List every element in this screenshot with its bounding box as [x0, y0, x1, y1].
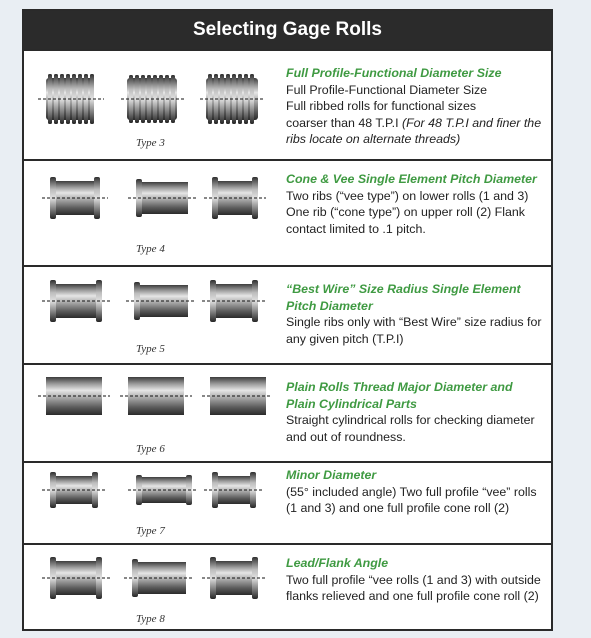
row-type-8 [24, 543, 551, 631]
type-label: Type 3 [136, 137, 165, 149]
row-title: “Best Wire” Size Radius Single Element Pitch Diameter [286, 282, 521, 313]
roll-icon [200, 74, 265, 124]
roll-icon [204, 472, 264, 508]
roll-icon [128, 179, 196, 217]
roll-icon [42, 472, 106, 508]
row-title: Plain Rolls Thread Major Diameter and Plain Cylindrical Parts [286, 380, 513, 411]
row-desc-line: Full ribbed rolls for functional sizes [286, 99, 477, 114]
roll-icon [126, 282, 196, 320]
row-desc: (55° included angle) Two full profile “vee” rolls (1 and 3) and one full profile cone roll (2) [286, 484, 537, 516]
type-5-illustration [24, 267, 279, 363]
row-desc: Single ribs only with “Best Wire” size radius for any given pitch (T.P.I) [286, 315, 542, 346]
type-7-illustration [24, 463, 279, 543]
roll-icon [38, 74, 104, 124]
type-8-illustration [24, 545, 279, 631]
roll-icon [121, 75, 184, 123]
roll-icon [202, 377, 272, 415]
row-type-5 [24, 265, 551, 363]
type-label: Type 7 [136, 525, 165, 537]
row-text [286, 281, 543, 347]
roll-icon [42, 177, 108, 219]
type-label: Type 5 [136, 343, 165, 355]
row-desc-line: Full Profile-Functional Diameter Size [286, 82, 488, 97]
row-text [286, 467, 543, 517]
row-title: Full Profile-Functional Diameter Size [286, 66, 502, 80]
roll-icon [120, 377, 192, 415]
row-desc: Two full profile “vee rolls (1 and 3) with outside flanks relieved and one full profile cone roll (2) [286, 572, 541, 604]
row-desc-italic: (For 48 T.P.I and finer the ribs locate on alternate threads) [286, 115, 542, 147]
row-text [286, 379, 543, 445]
roll-icon [38, 377, 110, 415]
roll-icon [128, 475, 198, 505]
type-6-illustration [24, 365, 279, 461]
row-type-3 [24, 49, 551, 159]
type-label: Type 6 [136, 443, 165, 455]
roll-icon [42, 557, 110, 599]
row-desc: Straight cylindrical rolls for checking diameter and out of roundness. [286, 413, 535, 444]
roll-icon [124, 559, 194, 597]
type-label: Type 4 [136, 243, 165, 255]
row-type-4 [24, 159, 551, 265]
row-desc-text: coarser than 48 T.P.I [286, 115, 402, 130]
roll-icon [204, 177, 266, 219]
row-text [286, 555, 543, 605]
panel-title: Selecting Gage Rolls [193, 19, 382, 40]
panel-header [24, 11, 551, 49]
roll-icon [42, 280, 110, 322]
row-desc-line [286, 115, 543, 148]
row-title: Minor Diameter [286, 468, 377, 482]
row-type-7 [24, 461, 551, 543]
gage-rolls-panel [22, 9, 553, 631]
roll-icon [202, 280, 266, 322]
type-label: Type 8 [136, 613, 165, 625]
type-3-illustration [24, 51, 279, 159]
row-type-6 [24, 363, 551, 461]
row-desc: Two ribs (“vee type”) on lower rolls (1 and 3) One rib (“cone type”) on upper roll (2) Flank contact limited to .1 pitch. [286, 188, 529, 236]
roll-icon [202, 557, 266, 599]
row-title: Lead/Flank Angle [286, 556, 389, 570]
row-text [286, 171, 543, 237]
row-text [286, 65, 543, 148]
row-title: Cone & Vee Single Element Pitch Diameter [286, 172, 537, 186]
type-4-illustration [24, 161, 279, 265]
